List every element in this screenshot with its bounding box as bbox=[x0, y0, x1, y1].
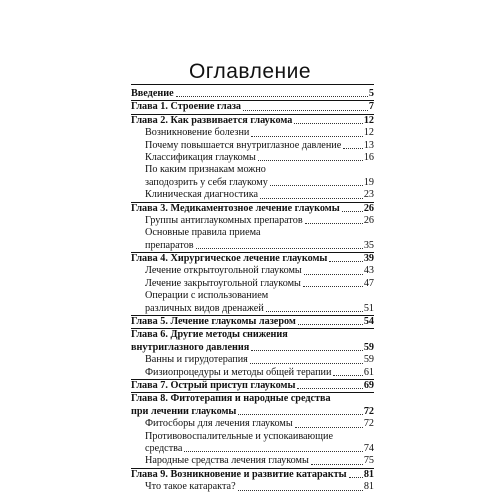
toc-leader-dots bbox=[176, 96, 368, 97]
toc-leader-dots bbox=[270, 185, 363, 186]
toc-entry-label: Классификация глаукомы bbox=[145, 151, 256, 163]
toc-entry-label: По каким признакам можно bbox=[145, 164, 266, 176]
toc-chapter-entry bbox=[131, 88, 374, 100]
toc-leader-dots bbox=[349, 477, 363, 478]
toc-page-number: 12 bbox=[363, 127, 374, 139]
toc-leader-dots bbox=[343, 148, 363, 149]
toc-chapter-entry bbox=[131, 316, 374, 328]
toc-entry-label: заподозрить у себя глаукому bbox=[145, 176, 268, 188]
toc-subentry bbox=[131, 140, 374, 152]
toc-entry-label: Что такое катаракта? bbox=[145, 481, 236, 493]
toc-entry-label: Глава 5. Лечение глаукомы лазером bbox=[131, 316, 296, 328]
toc-subentry bbox=[131, 481, 374, 493]
toc-subentry bbox=[131, 455, 374, 467]
toc-entry-label: Ванны и гирудотерапия bbox=[145, 354, 248, 366]
toc-page-number: 75 bbox=[363, 455, 374, 467]
toc-leader-dots bbox=[238, 490, 363, 491]
toc-chapter-entry bbox=[131, 101, 374, 113]
toc-leader-dots bbox=[304, 274, 363, 275]
toc-page-number: 23 bbox=[363, 189, 374, 201]
toc-leader-dots bbox=[184, 451, 362, 452]
toc-entry-label: Глава 3. Медикаментозное лечение глаукомы bbox=[131, 202, 340, 214]
toc-leader-dots bbox=[258, 160, 363, 161]
toc-page-number: 26 bbox=[363, 202, 374, 214]
toc-leader-dots bbox=[251, 136, 362, 137]
toc-subentry bbox=[131, 215, 374, 227]
toc-leader-dots bbox=[333, 375, 362, 376]
toc-entry-label: Глава 7. Острый приступ глаукомы bbox=[131, 379, 296, 391]
toc-chapter-entry bbox=[131, 329, 374, 341]
toc-page-number: 39 bbox=[363, 253, 374, 265]
toc-entry-label: Глава 2. Как развивается глаукома bbox=[131, 114, 293, 126]
toc-subentry bbox=[131, 303, 374, 315]
toc-leader-dots bbox=[295, 427, 363, 428]
toc-page-number: 5 bbox=[368, 87, 374, 99]
toc-entry-label: Глава 9. Возникновение и развитие катаракты bbox=[131, 468, 347, 480]
toc-subentry bbox=[131, 227, 374, 239]
toc-entry-label: Лечение закрытоугольной глаукомы bbox=[145, 277, 301, 289]
toc-entry-label: Противовоспалительные и успокаивающие bbox=[145, 430, 333, 442]
toc-page-number: 16 bbox=[363, 151, 374, 163]
toc-entry-label: Народные средства лечения глаукомы bbox=[145, 455, 309, 467]
toc-list bbox=[131, 84, 374, 494]
toc-subentry bbox=[131, 127, 374, 139]
toc-chapter-entry bbox=[131, 393, 374, 405]
toc-entry-label: Фитосборы для лечения глаукомы bbox=[145, 418, 293, 430]
toc-entry-label: Физиопроцедуры и методы общей терапии bbox=[145, 366, 332, 378]
toc-subentry bbox=[131, 278, 374, 290]
toc-page-number: 13 bbox=[363, 139, 374, 151]
toc-leader-dots bbox=[297, 388, 362, 389]
toc-chapter-entry bbox=[131, 203, 374, 215]
toc-subentry bbox=[131, 418, 374, 430]
toc-page-number: 19 bbox=[363, 176, 374, 188]
toc-entry-label: Операции с использованием bbox=[145, 290, 269, 302]
toc-leader-dots bbox=[311, 464, 363, 465]
toc-page-number: 51 bbox=[363, 302, 374, 314]
toc-subentry bbox=[131, 290, 374, 302]
toc-page-number: 35 bbox=[363, 239, 374, 251]
toc-leader-dots bbox=[250, 363, 363, 364]
toc-page-number: 72 bbox=[363, 418, 374, 430]
toc-leader-dots bbox=[294, 123, 362, 124]
toc-page-number: 59 bbox=[363, 354, 374, 366]
toc-leader-dots bbox=[329, 261, 362, 262]
toc-page-number: 43 bbox=[363, 265, 374, 277]
toc-subentry bbox=[131, 354, 374, 366]
toc-page-number: 59 bbox=[363, 341, 374, 353]
toc-chapter-entry bbox=[131, 406, 374, 418]
toc-leader-dots bbox=[342, 211, 363, 212]
toc-chapter-entry bbox=[131, 253, 374, 265]
toc-chapter-entry bbox=[131, 469, 374, 481]
toc-page-number: 81 bbox=[363, 481, 374, 493]
toc-subentry bbox=[131, 443, 374, 455]
toc-entry-label: препаратов bbox=[145, 239, 194, 251]
toc-entry-label: Клиническая диагностика bbox=[145, 189, 259, 201]
toc-leader-dots bbox=[266, 311, 363, 312]
toc-entry-label: Лечение открытоугольной глаукомы bbox=[145, 265, 302, 277]
toc-leader-dots bbox=[305, 223, 363, 224]
toc-page-number: 26 bbox=[363, 214, 374, 226]
toc-page-number: 47 bbox=[363, 277, 374, 289]
toc-entry-label: Почему повышается внутриглазное давление bbox=[145, 139, 342, 151]
toc-page-number: 61 bbox=[363, 366, 374, 378]
toc-leader-dots bbox=[260, 198, 363, 199]
toc-leader-dots bbox=[243, 110, 368, 111]
toc-entry-label: Глава 8. Фитотерапия и народные средства bbox=[131, 393, 331, 405]
toc-page-number: 12 bbox=[363, 114, 374, 126]
toc-entry-label: различных видов дренажей bbox=[145, 302, 264, 314]
toc-subentry bbox=[131, 240, 374, 252]
toc-entry-label: при лечении глаукомы bbox=[131, 405, 237, 417]
toc-subentry bbox=[131, 177, 374, 189]
toc-subentry bbox=[131, 431, 374, 443]
toc-subentry bbox=[131, 164, 374, 176]
toc-entry-label: Глава 4. Хирургическое лечение глаукомы bbox=[131, 253, 328, 265]
page-title: Оглавление bbox=[188, 60, 312, 83]
toc-chapter-entry bbox=[131, 115, 374, 127]
toc-entry-label: Введение bbox=[131, 87, 174, 99]
toc-page-number: 72 bbox=[363, 405, 374, 417]
toc-page-number: 7 bbox=[368, 101, 374, 113]
toc-subentry bbox=[131, 367, 374, 379]
toc-subentry bbox=[131, 189, 374, 201]
toc-entry-label: Глава 1. Строение глаза bbox=[131, 101, 242, 113]
toc-leader-dots bbox=[251, 350, 363, 351]
toc-page-number: 81 bbox=[363, 468, 374, 480]
toc-leader-dots bbox=[298, 324, 363, 325]
toc-leader-dots bbox=[238, 414, 362, 415]
toc-entry-label: Группы антиглаукомных препаратов bbox=[145, 214, 303, 226]
toc-entry-label: Глава 6. Другие методы снижения bbox=[131, 329, 288, 341]
toc-chapter-entry bbox=[131, 380, 374, 392]
toc-chapter-entry bbox=[131, 342, 374, 354]
toc-entry-label: средства bbox=[145, 442, 183, 454]
toc-leader-dots bbox=[196, 248, 363, 249]
toc-leader-dots bbox=[303, 286, 363, 287]
toc-subentry bbox=[131, 152, 374, 164]
toc-entry-label: Основные правила приема bbox=[145, 227, 261, 239]
toc-page-number: 74 bbox=[363, 442, 374, 454]
toc-entry-label: внутриглазного давления bbox=[131, 341, 250, 353]
toc-subentry bbox=[131, 265, 374, 277]
toc-page-number: 54 bbox=[363, 316, 374, 328]
toc-entry-label: Возникновение болезни bbox=[145, 127, 250, 139]
toc-page-number: 69 bbox=[363, 379, 374, 391]
